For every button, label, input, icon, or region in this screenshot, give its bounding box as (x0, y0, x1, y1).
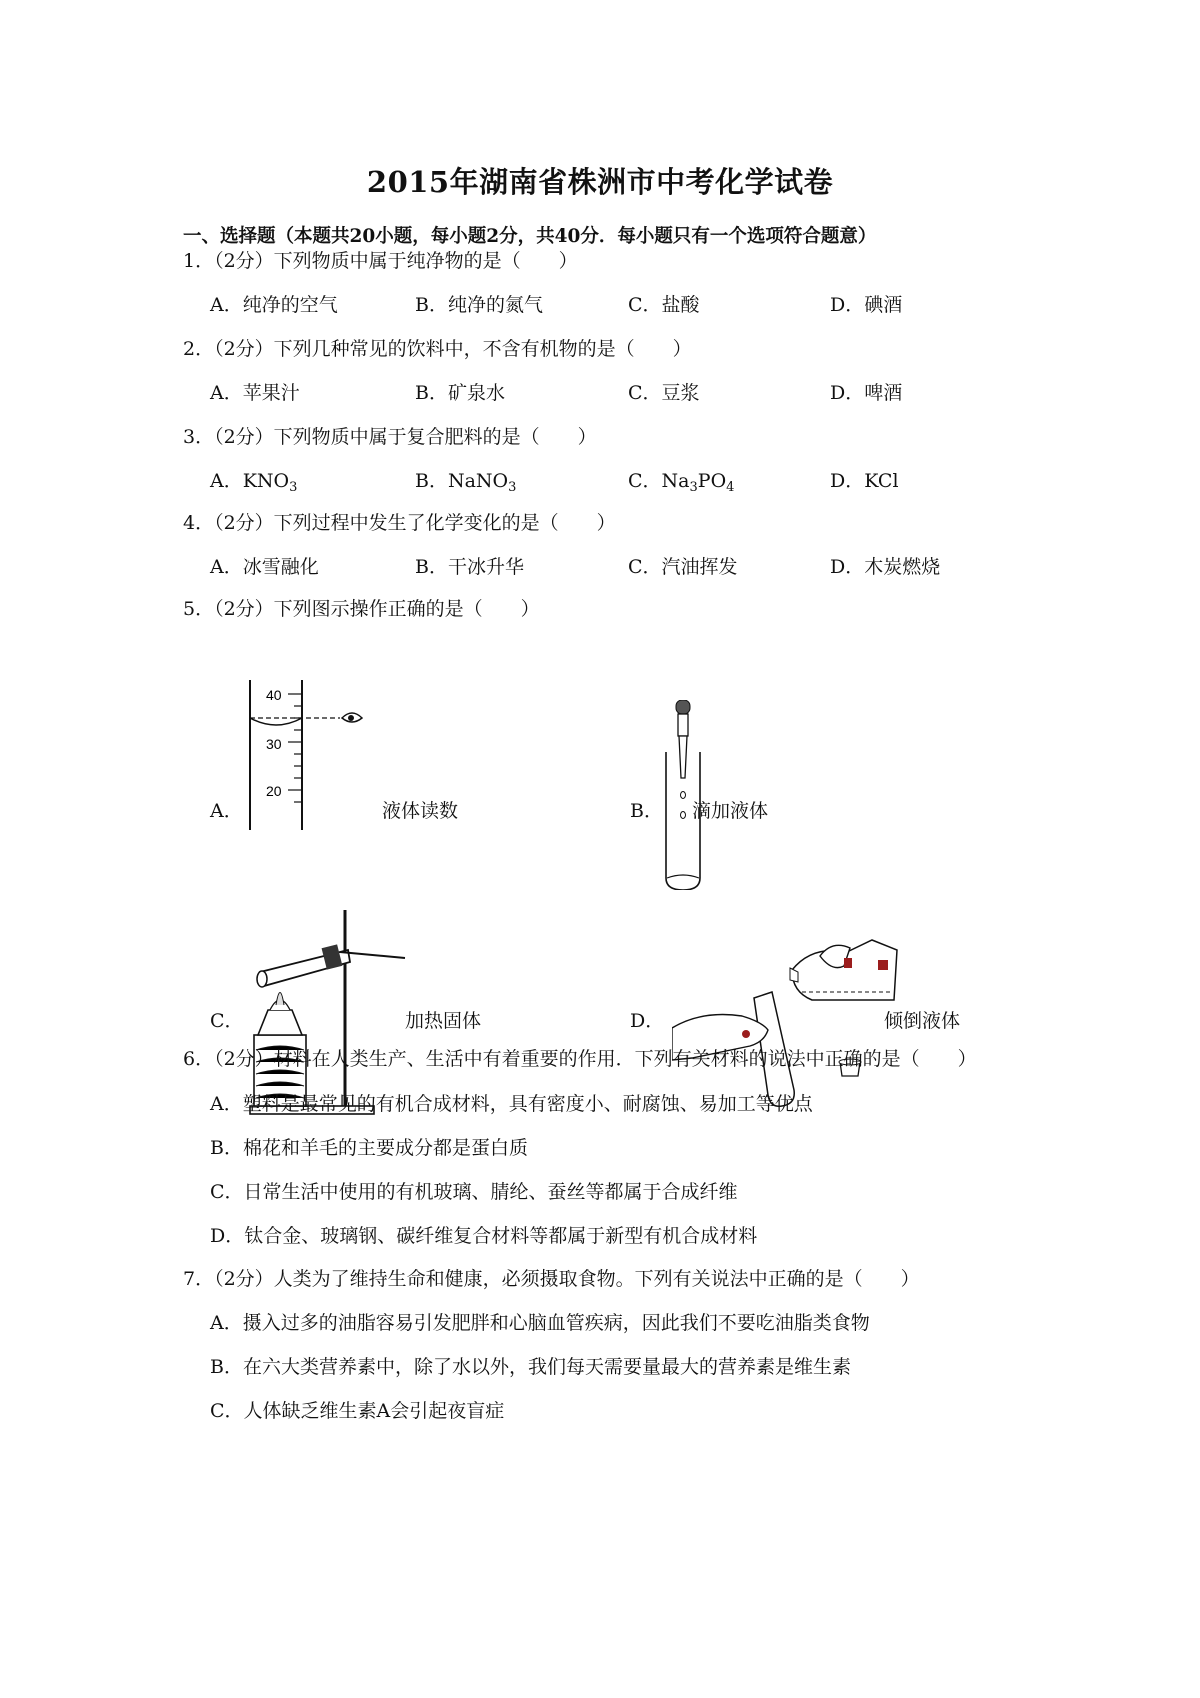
q7-option-c: C．人体缺乏维生素A会引起夜盲症 (210, 1400, 505, 1422)
q6-option-b: B．棉花和羊毛的主要成分都是蛋白质 (210, 1137, 528, 1159)
q3-option-d: D．KCl (830, 470, 899, 492)
q3-option-b: B．NaNO$_3$ (415, 470, 517, 495)
q1-option-c: C．盐酸 (628, 294, 700, 316)
scale-30: 30 (266, 736, 282, 752)
question-2-stem: 2．（2分）下列几种常见的饮料中，不含有机物的是（ ） (183, 338, 692, 360)
q6-option-c: C．日常生活中使用的有机玻璃、腈纶、蚕丝等都属于合成纤维 (210, 1181, 738, 1203)
q7-option-b: B．在六大类营养素中，除了水以外，我们每天需要量最大的营养素是维生素 (210, 1356, 851, 1378)
q4-option-b: B．干冰升华 (415, 556, 524, 578)
q4-option-c: C．汽油挥发 (628, 556, 738, 578)
question-5-stem: 5．（2分）下列图示操作正确的是（ ） (183, 598, 540, 620)
figure-b-dropper-test-tube (660, 700, 720, 890)
page-title: 2015年湖南省株洲市中考化学试卷 (366, 165, 834, 199)
q3-option-a: A．$KNO_3$ (210, 470, 298, 495)
q2-option-a: A．苹果汁 (210, 382, 300, 404)
figure-a-letter: A． (210, 800, 243, 822)
q3-option-c: C．$Na_3PO_4$ (628, 470, 735, 495)
question-3-stem: 3．（2分）下列物质中属于复合肥料的是（ ） (183, 426, 597, 448)
figure-a-graduated-cylinder (240, 680, 390, 850)
scale-20: 20 (266, 783, 282, 799)
q7-option-a: A．摄入过多的油脂容易引发肥胖和心脑血管疾病，因此我们不要吃油脂类食物 (210, 1312, 870, 1334)
figure-c-letter: C． (210, 1010, 244, 1032)
q2-option-d: D．啤酒 (830, 382, 903, 404)
figure-c-caption: 加热固体 (405, 1010, 482, 1032)
q6-option-a: A．塑料是最常见的有机合成材料，具有密度小、耐腐蚀、易加工等优点 (210, 1093, 813, 1115)
question-4-stem: 4．（2分）下列过程中发生了化学变化的是（ ） (183, 512, 616, 534)
figure-d-caption: 倾倒液体 (884, 1010, 961, 1032)
question-1-stem: 1．（2分）下列物质中属于纯净物的是（ ） (183, 250, 578, 272)
q1-option-a: A．纯净的空气 (210, 294, 338, 316)
q4-option-a: A．冰雪融化 (210, 556, 319, 578)
eye-icon (342, 713, 362, 722)
q1-option-d: D．碘酒 (830, 294, 903, 316)
q2-option-b: B．矿泉水 (415, 382, 505, 404)
q2-option-c: C．豆浆 (628, 382, 700, 404)
q4-option-d: D．木炭燃烧 (830, 556, 941, 578)
question-7-stem: 7．（2分）人类为了维持生命和健康，必须摄取食物。下列有关说法中正确的是（ ） (183, 1268, 920, 1290)
question-6-stem: 6．（2分）材料在人类生产、生活中有着重要的作用．下列有关材料的说法中正确的是（ ） (183, 1048, 977, 1070)
figure-b-caption: 滴加液体 (692, 800, 769, 822)
q6-option-d: D．钛合金、玻璃钢、碳纤维复合材料等都属于新型有机合成材料 (210, 1225, 758, 1247)
section-heading: 一、选择题（本题共20小题，每小题2分，共40分．每小题只有一个选项符合题意） (183, 226, 877, 247)
q1-option-b: B．纯净的氮气 (415, 294, 543, 316)
figure-c-heating-apparatus (240, 910, 410, 1115)
figure-d-letter: D． (630, 1010, 665, 1032)
scale-40: 40 (266, 687, 282, 703)
figure-b-letter: B． (630, 800, 663, 822)
figure-a-caption: 液体读数 (382, 800, 459, 822)
